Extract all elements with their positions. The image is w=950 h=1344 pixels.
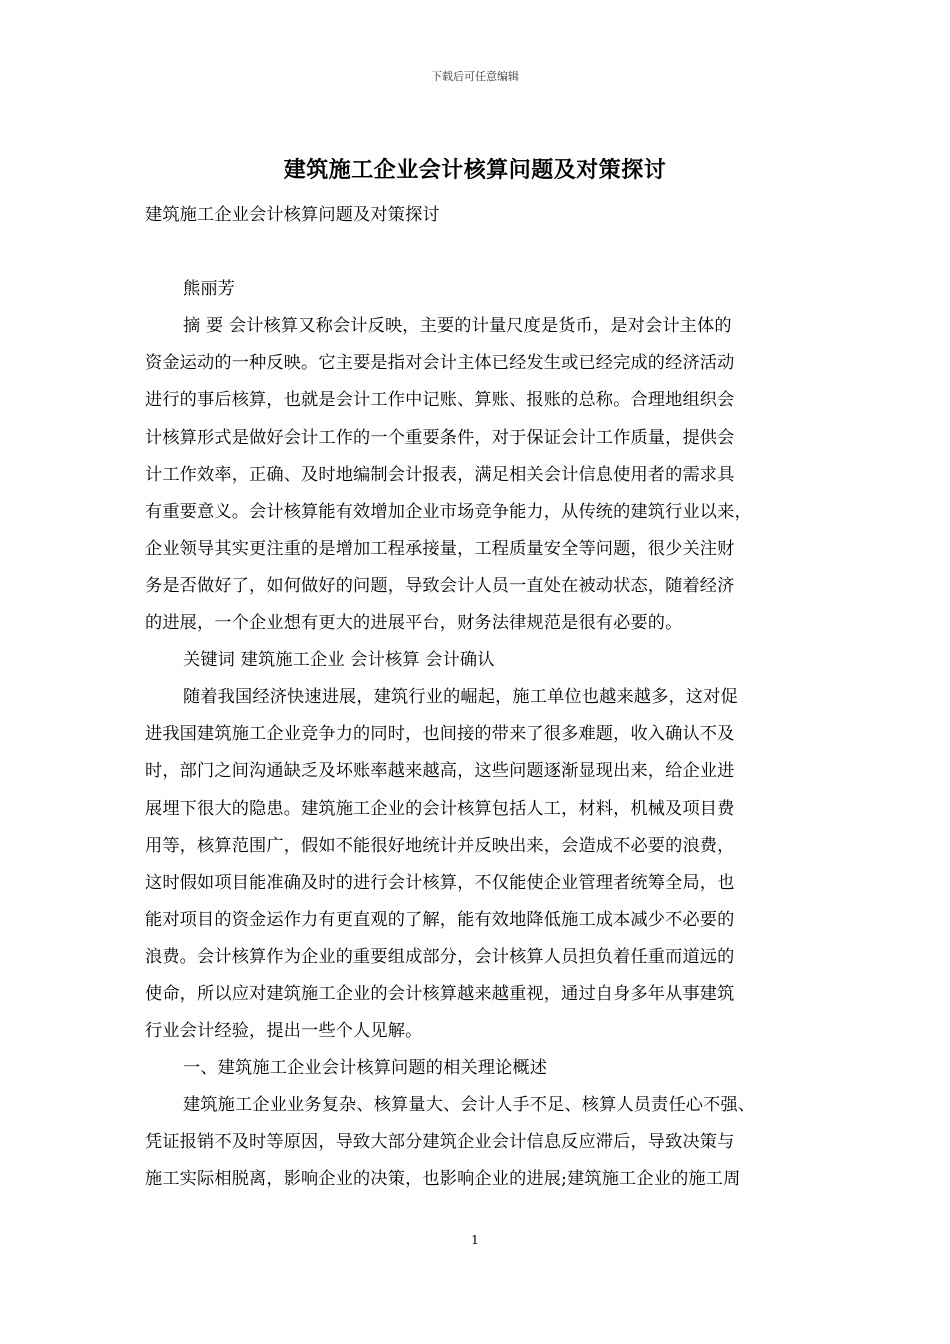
- paragraph-line: 展埋下很大的隐患。建筑施工企业的会计核算包括人工，材料，机械及项目费: [145, 798, 735, 819]
- paragraph-line: 有重要意义。会计核算能有效增加企业市场竞争能力，从传统的建筑行业以来，: [145, 501, 752, 522]
- paragraph-line: 凭证报销不及时等原因，导致大部分建筑企业会计信息反应滞后，导致决策与: [145, 1132, 735, 1153]
- paragraph-line: 建筑施工企业业务复杂、核算量大、会计人手不足、核算人员责任心不强、: [183, 1095, 756, 1116]
- paragraph-line: 随着我国经济快速进展，建筑行业的崛起，施工单位也越来越多，这对促: [183, 687, 738, 708]
- paragraph-line: 用等，核算范围广，假如不能很好地统计并反映出来，会造成不必要的浪费，: [145, 835, 735, 856]
- section-heading: 一、建筑施工企业会计核算问题的相关理论概述: [183, 1058, 548, 1079]
- document-body: [145, 197, 817, 1199]
- paragraph-line: 施工实际相脱离，影响企业的决策，也影响企业的进展;建筑施工企业的施工周: [145, 1169, 741, 1190]
- paragraph-line: 计核算形式是做好会计工作的一个重要条件，对于保证会计工作质量，提供会: [145, 427, 735, 448]
- blank-line: [145, 234, 817, 271]
- paragraph-line: 务是否做好了，如何做好的问题，导致会计人员一直处在被动状态，随着经济: [145, 575, 735, 596]
- paragraph-line: 进我国建筑施工企业竞争力的同时，也间接的带来了很多难题，收入确认不及: [145, 724, 735, 745]
- subtitle: 建筑施工企业会计核算问题及对策探讨: [145, 205, 440, 225]
- keywords: 关键词 建筑施工企业 会计核算 会计确认: [183, 650, 495, 671]
- paragraph-line: 使命，所以应对建筑施工企业的会计核算越来越重视，通过自身多年从事建筑: [145, 983, 735, 1004]
- paragraph-line: 资金运动的一种反映。它主要是指对会计主体已经发生或已经完成的经济活动: [145, 353, 735, 374]
- page-number: 1: [471, 1233, 479, 1247]
- paragraph-line: 的进展，一个企业想有更大的进展平台，财务法律规范是很有必要的。: [145, 613, 683, 634]
- paragraph-line: 时，部门之间沟通缺乏及坏账率越来越高，这些问题逐渐显现出来，给企业进: [145, 761, 735, 782]
- paragraph-line: 计工作效率，正确、及时地编制会计报表，满足相关会计信息使用者的需求具: [145, 464, 735, 485]
- page-header: 下载后可任意编辑: [431, 70, 519, 83]
- paragraph-line: 企业领导其实更注重的是增加工程承接量，工程质量安全等问题，很少关注财: [145, 538, 735, 559]
- author-name: 熊丽芳: [183, 279, 236, 300]
- document-title: 建筑施工企业会计核算问题及对策探讨: [283, 157, 667, 183]
- intro-paragraph: [145, 679, 817, 1050]
- section1-paragraph: [145, 1087, 817, 1198]
- paragraph-line: 行业会计经验，提出一些个人见解。: [145, 1021, 423, 1042]
- paragraph-line: 这时假如项目能准确及时的进行会计核算，不仅能使企业管理者统筹全局，也: [145, 872, 735, 893]
- paragraph-line: 进行的事后核算，也就是会计工作中记账、算账、报账的总称。合理地组织会: [145, 390, 735, 411]
- paragraph-line: 摘 要 会计核算又称会计反映，主要的计量尺度是货币，是对会计主体的: [183, 316, 732, 337]
- abstract-paragraph: [145, 308, 817, 642]
- paragraph-line: 能对项目的资金运作力有更直观的了解，能有效地降低施工成本减少不必要的: [145, 909, 735, 930]
- paragraph-line: 浪费。会计核算作为企业的重要组成部分，会计核算人员担负着任重而道远的: [145, 946, 735, 967]
